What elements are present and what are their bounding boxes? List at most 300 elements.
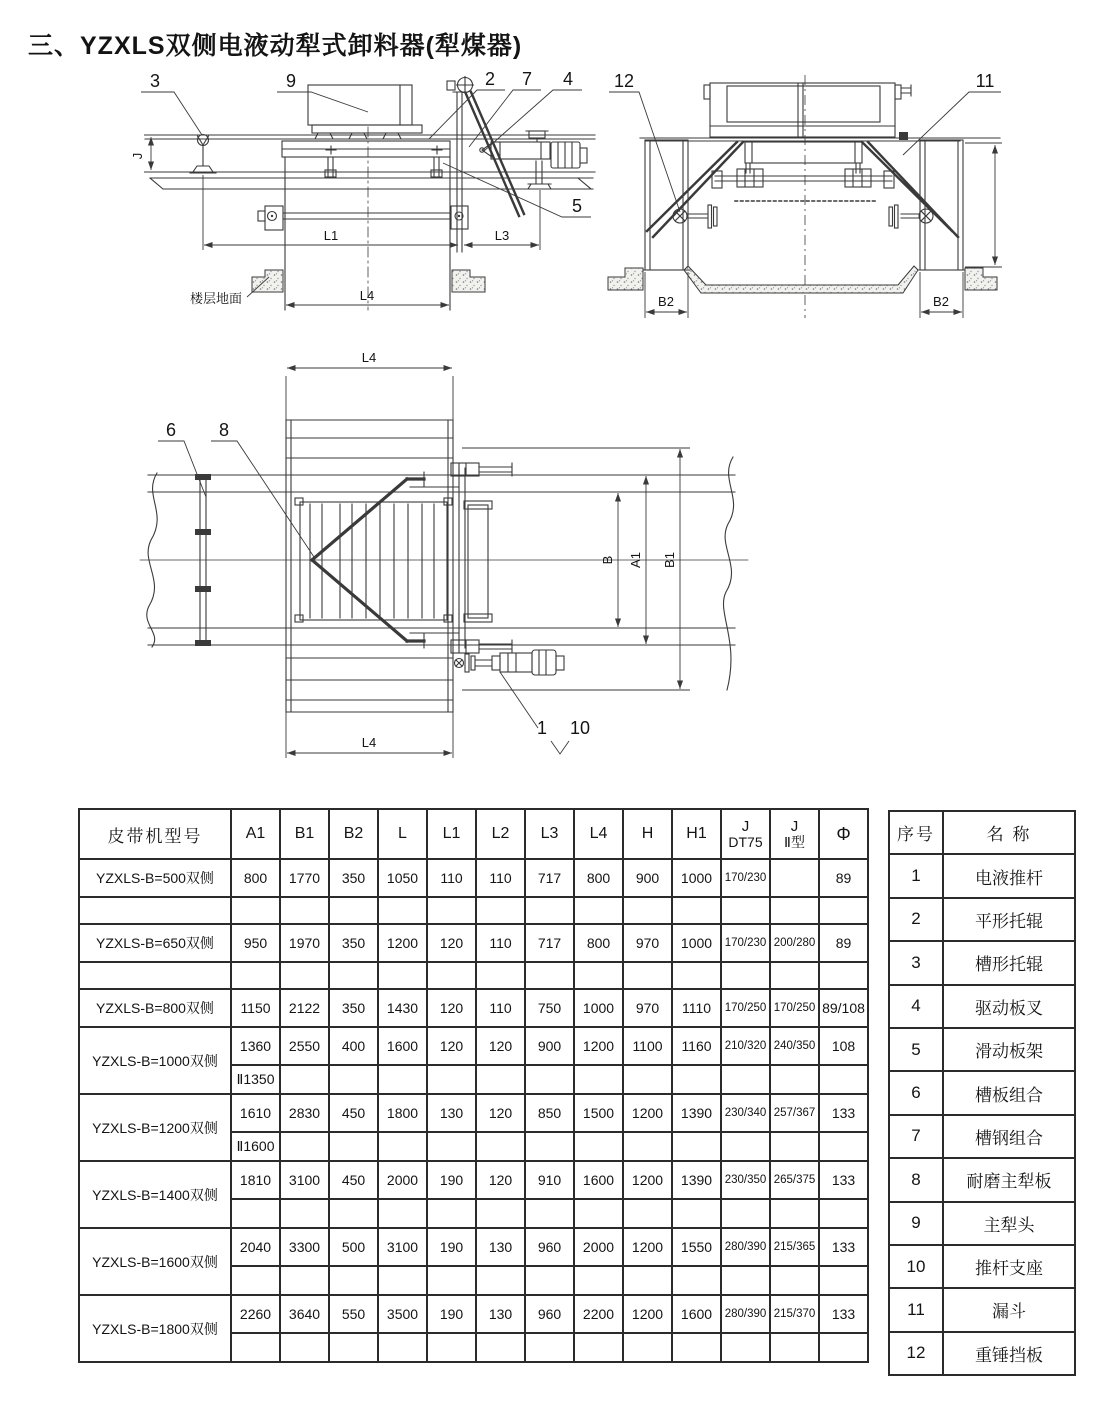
spec-value-cell: 1200 [574, 1027, 623, 1065]
spec-empty-cell [427, 1266, 476, 1295]
spec-value-cell: 2040 [231, 1228, 280, 1266]
spec-row [79, 989, 868, 1027]
spec-empty-cell [427, 897, 476, 924]
dim-label-l4-bottom: L4 [361, 735, 377, 750]
parts-header-name: 名 称 [943, 811, 1075, 854]
spec-empty-cell [329, 962, 378, 989]
spec-value-cell: 3500 [378, 1295, 427, 1333]
spec-value-cell: 1610 [231, 1094, 280, 1132]
spec-empty-cell [574, 1065, 623, 1094]
spec-second-a1-cell [231, 1333, 280, 1362]
callout-6: 6 [165, 420, 177, 440]
parts-name-cell: 重锤挡板 [943, 1332, 1075, 1375]
spec-empty-cell [574, 1266, 623, 1295]
spec-empty-cell [574, 1199, 623, 1228]
spec-empty-cell [623, 1333, 672, 1362]
spec-value-cell: 1430 [378, 989, 427, 1027]
spec-value-cell: 800 [574, 859, 623, 897]
spec-empty-cell [79, 897, 231, 924]
parts-row [889, 854, 1075, 897]
spec-empty-cell [378, 1199, 427, 1228]
spec-value-cell: 1810 [231, 1161, 280, 1199]
parts-row [889, 985, 1075, 1028]
spec-value-cell: 800 [231, 859, 280, 897]
spec-value-cell: 717 [525, 924, 574, 962]
parts-name-cell: 电液推杆 [943, 854, 1075, 897]
callout-10: 10 [569, 718, 591, 738]
spec-value-cell: 970 [623, 989, 672, 1027]
parts-name-cell: 槽钢组合 [943, 1115, 1075, 1158]
parts-no-cell: 3 [889, 941, 943, 984]
parts-no-cell: 4 [889, 985, 943, 1028]
dim-label-j: J [130, 152, 145, 160]
spec-empty-cell [378, 1333, 427, 1362]
callout-4: 4 [562, 69, 574, 89]
spec-value-cell: 850 [525, 1094, 574, 1132]
spec-model-cell: YZXLS-B=650双侧 [79, 924, 231, 962]
spec-value-cell: 170/230 [721, 859, 770, 897]
spec-value-cell: 350 [329, 924, 378, 962]
spec-empty-cell [329, 1266, 378, 1295]
spec-value-cell: 1200 [378, 924, 427, 962]
dim-label-b2-left: B2 [658, 294, 674, 309]
parts-no-cell: 2 [889, 898, 943, 941]
spec-value-cell: 1600 [672, 1295, 721, 1333]
spec-model-cell: YZXLS-B=1200双侧 [79, 1094, 231, 1161]
spec-header-l: L [378, 809, 427, 859]
spec-empty-cell [623, 1132, 672, 1161]
plan-view-drawing [125, 340, 775, 780]
spec-value-cell: 1360 [231, 1027, 280, 1065]
spec-row [79, 1295, 868, 1333]
spec-value-cell: 1150 [231, 989, 280, 1027]
spec-header-l2: L2 [476, 809, 525, 859]
spec-value-cell: 1200 [623, 1161, 672, 1199]
spec-value-cell: 2200 [574, 1295, 623, 1333]
dim-label-a1: A1 [628, 552, 643, 568]
spec-empty-cell [672, 1333, 721, 1362]
spec-value-cell: 1600 [378, 1027, 427, 1065]
parts-no-cell: 9 [889, 1202, 943, 1245]
spec-empty-cell [672, 1266, 721, 1295]
spec-empty-cell [672, 897, 721, 924]
spec-empty-cell [721, 1266, 770, 1295]
spec-empty-cell [476, 1266, 525, 1295]
spec-empty-cell [525, 897, 574, 924]
spec-value-cell: 400 [329, 1027, 378, 1065]
spec-model-cell: YZXLS-B=1800双侧 [79, 1295, 231, 1362]
spec-empty-cell [476, 1132, 525, 1161]
spec-value-cell: 2000 [378, 1161, 427, 1199]
spec-value-cell: 910 [525, 1161, 574, 1199]
spec-row [79, 1094, 868, 1132]
spec-empty-cell [721, 897, 770, 924]
parts-row [889, 1288, 1075, 1331]
spec-value-cell: 210/320 [721, 1027, 770, 1065]
spec-empty-cell [280, 962, 329, 989]
parts-name-cell: 推杆支座 [943, 1245, 1075, 1288]
front-view-drawing [600, 60, 1075, 340]
spec-value-cell: 1100 [623, 1027, 672, 1065]
spec-empty-cell [525, 1065, 574, 1094]
spec-empty-cell [525, 962, 574, 989]
callout-9: 9 [285, 71, 297, 91]
spec-value-cell: 3100 [280, 1161, 329, 1199]
spec-empty-cell [819, 1132, 868, 1161]
dim-label-l4-top: L4 [361, 350, 377, 365]
spec-empty-cell [770, 1199, 819, 1228]
spec-value-cell: 970 [623, 924, 672, 962]
spec-row [79, 859, 868, 897]
spec-empty-cell [623, 962, 672, 989]
spec-row [79, 1027, 868, 1065]
spec-value-cell: 2122 [280, 989, 329, 1027]
spec-value-cell: 900 [525, 1027, 574, 1065]
spec-value-cell [770, 859, 819, 897]
callout-8: 8 [218, 420, 230, 440]
spec-empty-cell [721, 1065, 770, 1094]
parts-no-cell: 6 [889, 1071, 943, 1114]
spec-empty-cell [329, 1333, 378, 1362]
parts-row [889, 1028, 1075, 1071]
dim-label-l3: L3 [494, 228, 510, 243]
spec-header-b2: B2 [329, 809, 378, 859]
spec-value-cell: 1600 [574, 1161, 623, 1199]
spec-value-cell: 89 [819, 924, 868, 962]
spec-model-cell: YZXLS-B=1400双侧 [79, 1161, 231, 1228]
spec-value-cell: 1050 [378, 859, 427, 897]
spec-value-cell: 1550 [672, 1228, 721, 1266]
spec-value-cell: 120 [476, 1027, 525, 1065]
spec-second-a1-cell [231, 1266, 280, 1295]
spec-empty-cell [525, 1132, 574, 1161]
spec-empty-cell [672, 1199, 721, 1228]
spec-empty-cell [525, 1199, 574, 1228]
spec-value-cell: 3300 [280, 1228, 329, 1266]
dim-label-l4-side: L4 [359, 288, 375, 303]
parts-no-cell: 7 [889, 1115, 943, 1158]
spec-empty-cell [427, 1333, 476, 1362]
page-title: 三、YZXLS双侧电液动犁式卸料器(犁煤器) [28, 32, 523, 60]
spec-value-cell: 120 [427, 1027, 476, 1065]
spec-value-cell: 120 [427, 989, 476, 1027]
spec-value-cell: 750 [525, 989, 574, 1027]
parts-row [889, 898, 1075, 941]
spec-value-cell: 1200 [623, 1295, 672, 1333]
parts-no-cell: 5 [889, 1028, 943, 1071]
spec-blank-row [79, 897, 868, 924]
parts-no-cell: 12 [889, 1332, 943, 1375]
parts-name-cell: 耐磨主犁板 [943, 1158, 1075, 1201]
spec-empty-cell [819, 897, 868, 924]
spec-value-cell: 350 [329, 989, 378, 1027]
parts-name-cell: 主犁头 [943, 1202, 1075, 1245]
spec-value-cell: 170/250 [770, 989, 819, 1027]
spec-empty-cell [770, 1266, 819, 1295]
spec-empty-cell [672, 1132, 721, 1161]
dim-label-b: B [600, 555, 615, 565]
spec-empty-cell [819, 1266, 868, 1295]
spec-value-cell: 230/340 [721, 1094, 770, 1132]
spec-empty-cell [819, 1065, 868, 1094]
spec-empty-cell [770, 1132, 819, 1161]
spec-value-cell: 1160 [672, 1027, 721, 1065]
side-view-drawing [95, 60, 630, 340]
spec-header-j-ii-top: J [790, 817, 799, 835]
spec-header-phi: Φ [819, 809, 868, 859]
spec-value-cell: 1000 [574, 989, 623, 1027]
spec-empty-cell [525, 1266, 574, 1295]
callout-5: 5 [571, 196, 583, 216]
spec-value-cell: 280/390 [721, 1228, 770, 1266]
spec-value-cell: 1000 [672, 924, 721, 962]
spec-model-cell: YZXLS-B=500双侧 [79, 859, 231, 897]
parts-no-cell: 1 [889, 854, 943, 897]
spec-empty-cell [721, 1199, 770, 1228]
spec-empty-cell [574, 962, 623, 989]
spec-value-cell: 120 [476, 1161, 525, 1199]
spec-header-l4: L4 [574, 809, 623, 859]
parts-no-cell: 11 [889, 1288, 943, 1331]
spec-empty-cell [427, 1199, 476, 1228]
spec-header-h1: H1 [672, 809, 721, 859]
spec-empty-cell [574, 1333, 623, 1362]
spec-header-l1: L1 [427, 809, 476, 859]
spec-value-cell: 130 [476, 1228, 525, 1266]
callout-1: 1 [536, 718, 548, 738]
spec-model-cell: YZXLS-B=1600双侧 [79, 1228, 231, 1295]
spec-value-cell: 950 [231, 924, 280, 962]
parts-no-cell: 8 [889, 1158, 943, 1201]
spec-header-j-dt75-bottom: DT75 [728, 833, 763, 850]
spec-value-cell: 215/365 [770, 1228, 819, 1266]
spec-empty-cell [280, 1266, 329, 1295]
spec-value-cell: 450 [329, 1161, 378, 1199]
parts-header-no: 序号 [889, 811, 943, 854]
spec-empty-cell [378, 962, 427, 989]
spec-row [79, 1228, 868, 1266]
spec-value-cell: 717 [525, 859, 574, 897]
spec-value-cell: 133 [819, 1094, 868, 1132]
spec-value-cell: 265/375 [770, 1161, 819, 1199]
spec-value-cell: 2260 [231, 1295, 280, 1333]
spec-value-cell: 2550 [280, 1027, 329, 1065]
spec-empty-cell [427, 962, 476, 989]
spec-value-cell: 1110 [672, 989, 721, 1027]
spec-empty-cell [329, 1065, 378, 1094]
spec-header-l3: L3 [525, 809, 574, 859]
spec-empty-cell [770, 962, 819, 989]
spec-header-j-ii-bottom: Ⅱ型 [784, 833, 805, 850]
spec-value-cell: 110 [476, 924, 525, 962]
spec-value-cell: 133 [819, 1228, 868, 1266]
spec-empty-cell [329, 1199, 378, 1228]
spec-empty-cell [280, 1132, 329, 1161]
spec-empty-cell [231, 962, 280, 989]
spec-value-cell: 1200 [623, 1094, 672, 1132]
spec-header-j-ii [770, 809, 819, 859]
spec-value-cell: 190 [427, 1295, 476, 1333]
callout-11: 11 [975, 71, 995, 91]
spec-second-a1-cell: Ⅱ1350 [231, 1065, 280, 1094]
spec-value-cell: 240/350 [770, 1027, 819, 1065]
spec-value-cell: 133 [819, 1295, 868, 1333]
spec-empty-cell [476, 1333, 525, 1362]
spec-second-a1-cell: Ⅱ1600 [231, 1132, 280, 1161]
spec-empty-cell [427, 1065, 476, 1094]
spec-value-cell: 800 [574, 924, 623, 962]
spec-empty-cell [770, 1333, 819, 1362]
spec-empty-cell [79, 962, 231, 989]
spec-header-model: 皮带机型号 [79, 809, 231, 859]
spec-value-cell: 215/370 [770, 1295, 819, 1333]
spec-value-cell: 1390 [672, 1161, 721, 1199]
spec-value-cell: 110 [427, 859, 476, 897]
spec-empty-cell [770, 1065, 819, 1094]
spec-empty-cell [819, 1333, 868, 1362]
parts-name-cell: 滑动板架 [943, 1028, 1075, 1071]
spec-empty-cell [770, 897, 819, 924]
spec-header-j-dt75-top: J [741, 817, 750, 835]
spec-value-cell: 190 [427, 1228, 476, 1266]
spec-value-cell: 89 [819, 859, 868, 897]
spec-empty-cell [525, 1333, 574, 1362]
spec-value-cell: 3640 [280, 1295, 329, 1333]
spec-model-cell: YZXLS-B=800双侧 [79, 989, 231, 1027]
spec-value-cell: 960 [525, 1228, 574, 1266]
spec-row [79, 924, 868, 962]
callout-12: 12 [613, 71, 635, 91]
spec-second-a1-cell [231, 1199, 280, 1228]
spec-empty-cell [329, 897, 378, 924]
spec-value-cell: 1970 [280, 924, 329, 962]
spec-empty-cell [672, 1065, 721, 1094]
spec-blank-row [79, 962, 868, 989]
spec-value-cell: 133 [819, 1161, 868, 1199]
spec-empty-cell [623, 1065, 672, 1094]
spec-header-b1: B1 [280, 809, 329, 859]
parts-name-cell: 槽形托辊 [943, 941, 1075, 984]
parts-row [889, 1332, 1075, 1375]
spec-header-j-dt75 [721, 809, 770, 859]
callout-2: 2 [484, 69, 496, 89]
spec-empty-cell [280, 897, 329, 924]
spec-value-cell: 110 [476, 859, 525, 897]
dim-label-l1: L1 [323, 228, 339, 243]
spec-empty-cell [476, 962, 525, 989]
parts-row [889, 1071, 1075, 1114]
spec-value-cell: 257/367 [770, 1094, 819, 1132]
spec-empty-cell [623, 897, 672, 924]
parts-row [889, 1158, 1075, 1201]
parts-row [889, 1245, 1075, 1288]
spec-header-h: H [623, 809, 672, 859]
spec-value-cell: 500 [329, 1228, 378, 1266]
spec-empty-cell [721, 962, 770, 989]
spec-empty-cell [427, 1132, 476, 1161]
spec-value-cell: 350 [329, 859, 378, 897]
parts-name-cell: 槽板组合 [943, 1071, 1075, 1114]
spec-empty-cell [721, 1333, 770, 1362]
spec-value-cell: 1770 [280, 859, 329, 897]
spec-value-cell: 190 [427, 1161, 476, 1199]
spec-empty-cell [623, 1266, 672, 1295]
spec-header-a1: A1 [231, 809, 280, 859]
spec-value-cell: 170/250 [721, 989, 770, 1027]
spec-value-cell: 1390 [672, 1094, 721, 1132]
spec-value-cell: 1200 [623, 1228, 672, 1266]
parts-table [888, 810, 1076, 1376]
spec-value-cell: 900 [623, 859, 672, 897]
spec-table [78, 808, 869, 1363]
spec-empty-cell [280, 1199, 329, 1228]
spec-empty-cell [623, 1199, 672, 1228]
spec-empty-cell [672, 962, 721, 989]
spec-value-cell: 2830 [280, 1094, 329, 1132]
spec-value-cell: 110 [476, 989, 525, 1027]
spec-empty-cell [574, 1132, 623, 1161]
spec-empty-cell [329, 1132, 378, 1161]
spec-empty-cell [378, 1065, 427, 1094]
spec-value-cell: 230/350 [721, 1161, 770, 1199]
spec-empty-cell [378, 1266, 427, 1295]
parts-row [889, 1115, 1075, 1158]
spec-value-cell: 89/108 [819, 989, 868, 1027]
spec-empty-cell [378, 1132, 427, 1161]
spec-empty-cell [819, 962, 868, 989]
spec-empty-cell [819, 1199, 868, 1228]
spec-value-cell: 1500 [574, 1094, 623, 1132]
spec-empty-cell [574, 897, 623, 924]
dim-label-b2-right: B2 [933, 294, 949, 309]
spec-value-cell: 450 [329, 1094, 378, 1132]
parts-header-row [889, 811, 1075, 854]
spec-empty-cell [476, 1065, 525, 1094]
spec-empty-cell [476, 897, 525, 924]
dim-label-b1: B1 [662, 552, 677, 568]
parts-row [889, 941, 1075, 984]
spec-value-cell: 130 [427, 1094, 476, 1132]
callout-7: 7 [521, 69, 533, 89]
spec-value-cell: 2000 [574, 1228, 623, 1266]
spec-value-cell: 960 [525, 1295, 574, 1333]
spec-empty-cell [280, 1065, 329, 1094]
spec-value-cell: 130 [476, 1295, 525, 1333]
spec-row [79, 1161, 868, 1199]
floor-level-label: 楼层地面 [190, 291, 243, 306]
parts-name-cell: 驱动板叉 [943, 985, 1075, 1028]
callout-3: 3 [149, 71, 161, 91]
spec-empty-cell [280, 1333, 329, 1362]
parts-row [889, 1202, 1075, 1245]
parts-name-cell: 漏斗 [943, 1288, 1075, 1331]
spec-value-cell: 170/230 [721, 924, 770, 962]
spec-value-cell: 550 [329, 1295, 378, 1333]
spec-model-cell: YZXLS-B=1000双侧 [79, 1027, 231, 1094]
parts-no-cell: 10 [889, 1245, 943, 1288]
spec-value-cell: 1800 [378, 1094, 427, 1132]
spec-value-cell: 3100 [378, 1228, 427, 1266]
spec-value-cell: 120 [427, 924, 476, 962]
spec-value-cell: 200/280 [770, 924, 819, 962]
spec-empty-cell [476, 1199, 525, 1228]
parts-name-cell: 平形托辊 [943, 898, 1075, 941]
spec-value-cell: 108 [819, 1027, 868, 1065]
spec-empty-cell [231, 897, 280, 924]
spec-value-cell: 280/390 [721, 1295, 770, 1333]
spec-header-row [79, 809, 868, 859]
spec-value-cell: 120 [476, 1094, 525, 1132]
